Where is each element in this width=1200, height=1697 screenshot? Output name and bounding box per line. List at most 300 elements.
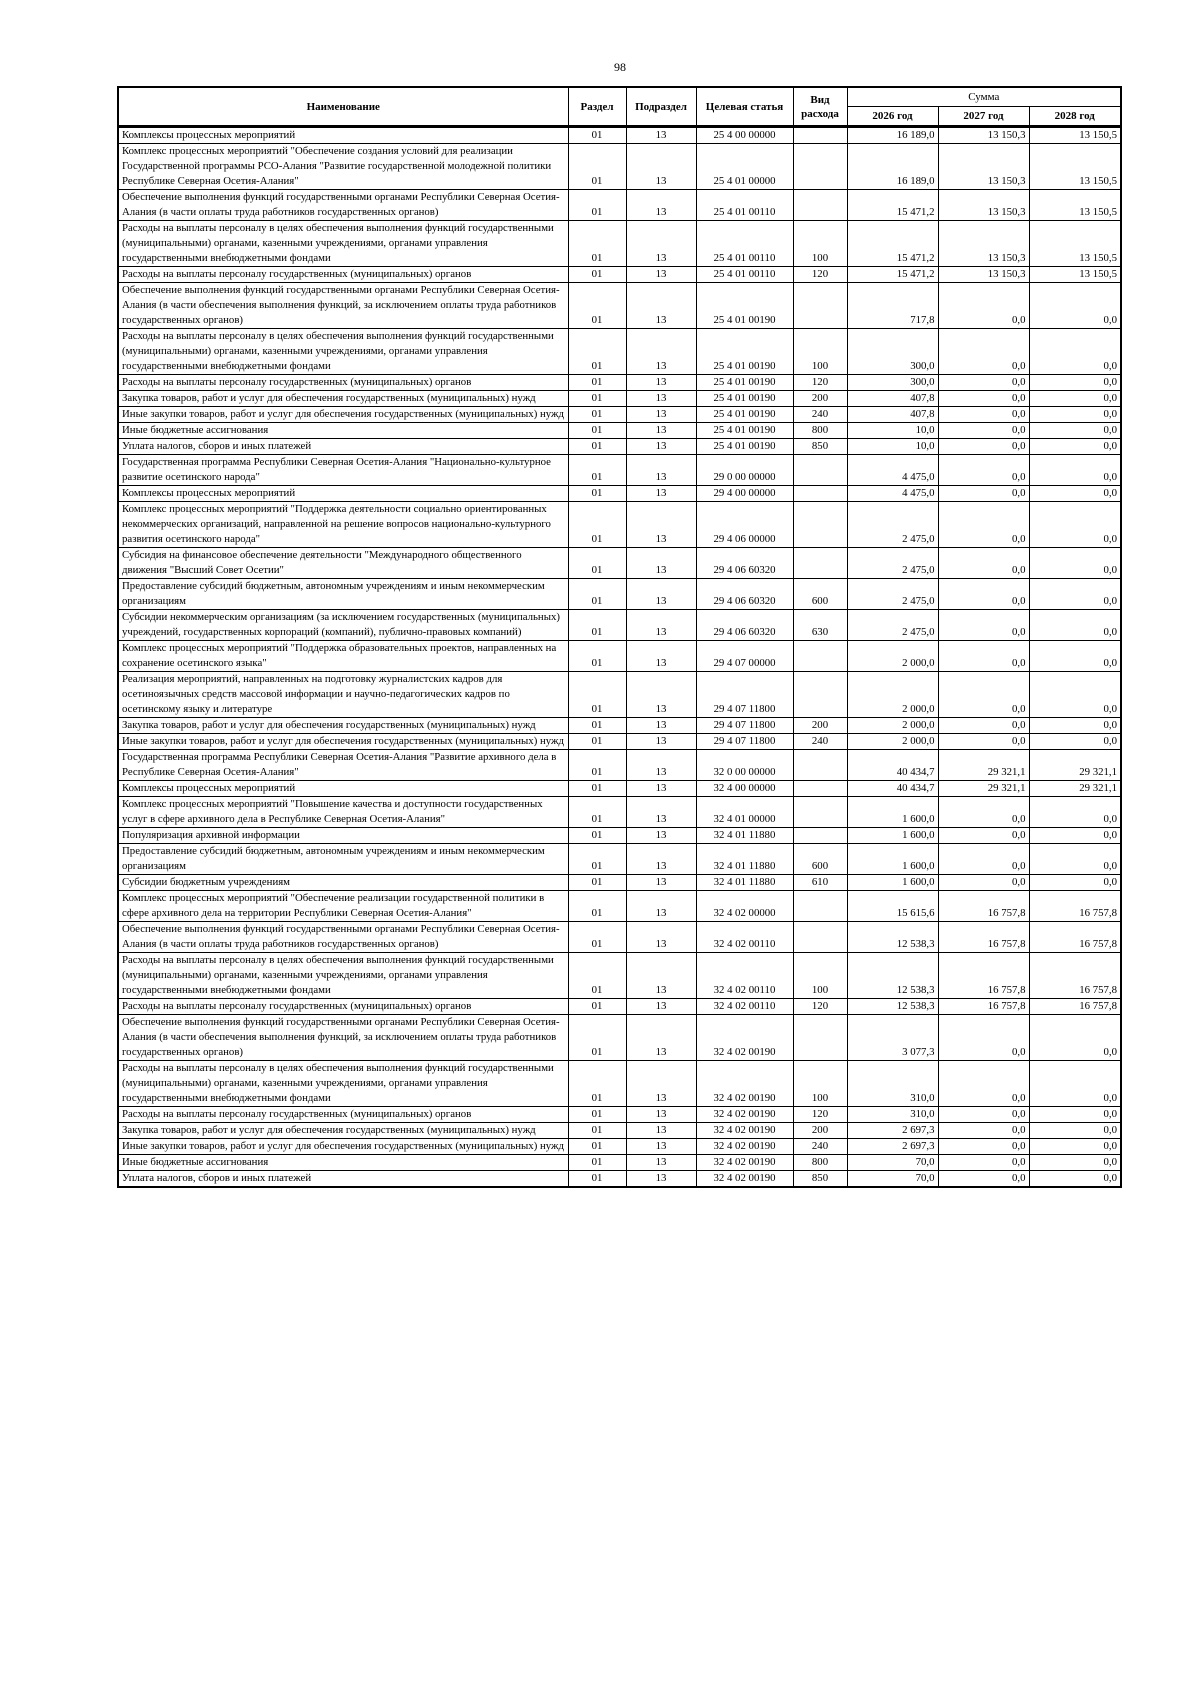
row-podrazdel: 13: [626, 1061, 696, 1107]
row-razdel: 01: [568, 1123, 626, 1139]
row-razdel: 01: [568, 999, 626, 1015]
row-sum-2028: 0,0: [1029, 610, 1121, 641]
row-vid-rashoda: 200: [793, 1123, 847, 1139]
row-podrazdel: 13: [626, 1123, 696, 1139]
row-name: Комплексы процессных мероприятий: [118, 127, 568, 144]
table-row: [118, 922, 1121, 953]
table-row: [118, 828, 1121, 844]
row-podrazdel: 13: [626, 891, 696, 922]
table-row: [118, 1123, 1121, 1139]
row-celevaya-statya: 25 4 01 00110: [696, 221, 793, 267]
row-sum-2028: 13 150,5: [1029, 127, 1121, 144]
row-sum-2027: 0,0: [938, 1107, 1029, 1123]
row-vid-rashoda: 610: [793, 875, 847, 891]
row-sum-2026: 1 600,0: [847, 797, 938, 828]
row-celevaya-statya: 32 4 02 00190: [696, 1155, 793, 1171]
table-row: [118, 283, 1121, 329]
row-sum-2026: 2 000,0: [847, 718, 938, 734]
row-name: Популяризация архивной информации: [118, 828, 568, 844]
row-vid-rashoda: 200: [793, 391, 847, 407]
row-sum-2027: 0,0: [938, 391, 1029, 407]
row-sum-2027: 13 150,3: [938, 190, 1029, 221]
row-podrazdel: 13: [626, 502, 696, 548]
row-name: Комплекс процессных мероприятий "Поддержка деятельности социально ориентированных некоммерческих организаций, направленной на решение вопросов национально-культурного развития осетинского народа": [118, 502, 568, 548]
row-celevaya-statya: 25 4 01 00190: [696, 407, 793, 423]
row-sum-2027: 0,0: [938, 797, 1029, 828]
table-row: [118, 221, 1121, 267]
row-sum-2028: 13 150,5: [1029, 144, 1121, 190]
row-sum-2026: 15 471,2: [847, 267, 938, 283]
row-podrazdel: 13: [626, 1155, 696, 1171]
row-razdel: 01: [568, 455, 626, 486]
row-podrazdel: 13: [626, 1015, 696, 1061]
row-name: Закупка товаров, работ и услуг для обеспечения государственных (муниципальных) нужд: [118, 1123, 568, 1139]
row-sum-2026: 4 475,0: [847, 455, 938, 486]
row-celevaya-statya: 32 4 02 00190: [696, 1171, 793, 1188]
table-row: [118, 641, 1121, 672]
row-celevaya-statya: 29 4 00 00000: [696, 486, 793, 502]
row-celevaya-statya: 25 4 01 00190: [696, 391, 793, 407]
row-sum-2028: 0,0: [1029, 391, 1121, 407]
row-celevaya-statya: 25 4 01 00110: [696, 190, 793, 221]
row-sum-2028: 0,0: [1029, 797, 1121, 828]
row-podrazdel: 13: [626, 922, 696, 953]
table-row: [118, 1155, 1121, 1171]
row-sum-2026: 2 000,0: [847, 641, 938, 672]
row-sum-2028: 0,0: [1029, 455, 1121, 486]
budget-table: [117, 86, 1122, 1188]
row-podrazdel: 13: [626, 283, 696, 329]
row-sum-2027: 0,0: [938, 375, 1029, 391]
row-name: Комплекс процессных мероприятий "Повышение качества и доступности государственных услуг в сфере архивного дела в Республике Северная Осетия-Алания": [118, 797, 568, 828]
row-sum-2028: 29 321,1: [1029, 750, 1121, 781]
row-razdel: 01: [568, 144, 626, 190]
row-name: Расходы на выплаты персоналу в целях обеспечения выполнения функций государственными (муниципальными) органами, казенными учреждениями, органами управления государственными внебюджетными фондами: [118, 953, 568, 999]
row-celevaya-statya: 25 4 01 00190: [696, 439, 793, 455]
row-podrazdel: 13: [626, 391, 696, 407]
row-celevaya-statya: 25 4 00 00000: [696, 127, 793, 144]
row-razdel: 01: [568, 375, 626, 391]
row-sum-2027: 29 321,1: [938, 781, 1029, 797]
table-row: [118, 797, 1121, 828]
row-vid-rashoda: 120: [793, 999, 847, 1015]
row-sum-2027: 16 757,8: [938, 891, 1029, 922]
row-celevaya-statya: 29 4 06 00000: [696, 502, 793, 548]
row-sum-2027: 13 150,3: [938, 127, 1029, 144]
table-row: [118, 375, 1121, 391]
row-sum-2027: 0,0: [938, 718, 1029, 734]
row-celevaya-statya: 32 4 01 11880: [696, 875, 793, 891]
row-sum-2027: 0,0: [938, 439, 1029, 455]
row-podrazdel: 13: [626, 953, 696, 999]
row-sum-2027: 0,0: [938, 875, 1029, 891]
row-sum-2027: 0,0: [938, 407, 1029, 423]
row-sum-2026: 717,8: [847, 283, 938, 329]
table-row: [118, 610, 1121, 641]
row-sum-2026: 40 434,7: [847, 781, 938, 797]
row-sum-2028: 0,0: [1029, 1123, 1121, 1139]
row-sum-2026: 3 077,3: [847, 1015, 938, 1061]
row-vid-rashoda: 600: [793, 844, 847, 875]
row-name: Комплекс процессных мероприятий "Обеспечение реализации государственной политики в сфере архивного дела на территории Республики Северная Осетия-Алания": [118, 891, 568, 922]
row-sum-2028: 16 757,8: [1029, 891, 1121, 922]
row-sum-2026: 1 600,0: [847, 844, 938, 875]
row-razdel: 01: [568, 1139, 626, 1155]
row-razdel: 01: [568, 439, 626, 455]
row-razdel: 01: [568, 1061, 626, 1107]
row-sum-2027: 16 757,8: [938, 999, 1029, 1015]
table-row: [118, 734, 1121, 750]
table-row: [118, 1171, 1121, 1188]
row-sum-2027: 0,0: [938, 844, 1029, 875]
row-sum-2028: 0,0: [1029, 1061, 1121, 1107]
row-sum-2027: 0,0: [938, 579, 1029, 610]
row-sum-2026: 40 434,7: [847, 750, 938, 781]
row-celevaya-statya: 25 4 01 00190: [696, 375, 793, 391]
row-podrazdel: 13: [626, 1171, 696, 1188]
row-podrazdel: 13: [626, 999, 696, 1015]
header-podrazdel: Подраздел: [626, 87, 696, 127]
row-podrazdel: 13: [626, 797, 696, 828]
row-sum-2026: 2 697,3: [847, 1123, 938, 1139]
row-celevaya-statya: 29 4 06 60320: [696, 548, 793, 579]
header-razdel: Раздел: [568, 87, 626, 127]
row-vid-rashoda: 100: [793, 221, 847, 267]
row-celevaya-statya: 29 0 00 00000: [696, 455, 793, 486]
row-razdel: 01: [568, 641, 626, 672]
row-sum-2026: 1 600,0: [847, 828, 938, 844]
row-sum-2028: 16 757,8: [1029, 922, 1121, 953]
row-name: Комплекс процессных мероприятий "Обеспечение создания условий для реализации Государственной программы РСО-Алания "Развитие государственной молодежной политики Республике Северная Осетия-Алания": [118, 144, 568, 190]
row-razdel: 01: [568, 267, 626, 283]
table-row: [118, 999, 1121, 1015]
row-name: Комплекс процессных мероприятий "Поддержка образовательных проектов, направленных на сохранение осетинского языка": [118, 641, 568, 672]
row-name: Закупка товаров, работ и услуг для обеспечения государственных (муниципальных) нужд: [118, 718, 568, 734]
row-podrazdel: 13: [626, 781, 696, 797]
row-celevaya-statya: 25 4 01 00190: [696, 283, 793, 329]
row-sum-2027: 0,0: [938, 283, 1029, 329]
row-razdel: 01: [568, 781, 626, 797]
row-razdel: 01: [568, 579, 626, 610]
row-name: Предоставление субсидий бюджетным, автономным учреждениям и иным некоммерческим организациям: [118, 579, 568, 610]
row-name: Закупка товаров, работ и услуг для обеспечения государственных (муниципальных) нужд: [118, 391, 568, 407]
row-podrazdel: 13: [626, 875, 696, 891]
row-sum-2028: 0,0: [1029, 1171, 1121, 1188]
header-year-2028: 2028 год: [1029, 107, 1121, 127]
row-celevaya-statya: 32 4 02 00190: [696, 1015, 793, 1061]
row-vid-rashoda: 600: [793, 579, 847, 610]
row-podrazdel: 13: [626, 734, 696, 750]
row-razdel: 01: [568, 891, 626, 922]
row-celevaya-statya: 32 4 02 00190: [696, 1107, 793, 1123]
row-sum-2028: 0,0: [1029, 548, 1121, 579]
row-sum-2026: 70,0: [847, 1171, 938, 1188]
row-sum-2026: 300,0: [847, 329, 938, 375]
row-sum-2028: 0,0: [1029, 283, 1121, 329]
row-vid-rashoda: [793, 283, 847, 329]
row-celevaya-statya: 25 4 01 00190: [696, 329, 793, 375]
row-sum-2028: 0,0: [1029, 486, 1121, 502]
row-sum-2026: 2 475,0: [847, 502, 938, 548]
row-razdel: 01: [568, 486, 626, 502]
row-vid-rashoda: 800: [793, 423, 847, 439]
row-sum-2026: 12 538,3: [847, 999, 938, 1015]
table-row: [118, 407, 1121, 423]
row-name: Иные бюджетные ассигнования: [118, 1155, 568, 1171]
row-sum-2027: 0,0: [938, 1061, 1029, 1107]
row-name: Субсидии бюджетным учреждениям: [118, 875, 568, 891]
row-celevaya-statya: 32 4 02 00190: [696, 1061, 793, 1107]
row-vid-rashoda: 630: [793, 610, 847, 641]
row-celevaya-statya: 32 4 02 00190: [696, 1139, 793, 1155]
row-razdel: 01: [568, 828, 626, 844]
table-row: [118, 329, 1121, 375]
header-name: Наименование: [118, 87, 568, 127]
row-sum-2028: 0,0: [1029, 875, 1121, 891]
row-sum-2028: 0,0: [1029, 1015, 1121, 1061]
row-sum-2028: 13 150,5: [1029, 221, 1121, 267]
row-vid-rashoda: 100: [793, 953, 847, 999]
table-header: [118, 87, 1121, 127]
row-podrazdel: 13: [626, 407, 696, 423]
header-vid-rashoda: Вид расхода: [793, 87, 847, 127]
row-celevaya-statya: 29 4 07 11800: [696, 718, 793, 734]
row-sum-2026: 407,8: [847, 391, 938, 407]
row-vid-rashoda: [793, 144, 847, 190]
row-celevaya-statya: 29 4 07 11800: [696, 672, 793, 718]
row-sum-2026: 10,0: [847, 439, 938, 455]
row-name: Расходы на выплаты персоналу государственных (муниципальных) органов: [118, 267, 568, 283]
table-row: [118, 1139, 1121, 1155]
row-name: Субсидия на финансовое обеспечение деятельности "Международного общественного движения "Высший Совет Осетии": [118, 548, 568, 579]
row-razdel: 01: [568, 283, 626, 329]
row-celevaya-statya: 32 4 02 00190: [696, 1123, 793, 1139]
row-razdel: 01: [568, 672, 626, 718]
row-podrazdel: 13: [626, 610, 696, 641]
table-row: [118, 267, 1121, 283]
row-podrazdel: 13: [626, 844, 696, 875]
row-sum-2028: 0,0: [1029, 502, 1121, 548]
row-sum-2026: 12 538,3: [847, 922, 938, 953]
row-vid-rashoda: [793, 828, 847, 844]
row-razdel: 01: [568, 1015, 626, 1061]
row-sum-2028: 13 150,5: [1029, 190, 1121, 221]
row-celevaya-statya: 25 4 01 00000: [696, 144, 793, 190]
table-row: [118, 781, 1121, 797]
row-name: Расходы на выплаты персоналу государственных (муниципальных) органов: [118, 375, 568, 391]
row-podrazdel: 13: [626, 423, 696, 439]
row-vid-rashoda: 850: [793, 439, 847, 455]
table-row: [118, 502, 1121, 548]
row-vid-rashoda: [793, 922, 847, 953]
row-sum-2027: 0,0: [938, 329, 1029, 375]
row-celevaya-statya: 32 4 01 11880: [696, 844, 793, 875]
row-sum-2027: 13 150,3: [938, 221, 1029, 267]
table-row: [118, 844, 1121, 875]
row-sum-2026: 16 189,0: [847, 127, 938, 144]
row-name: Иные закупки товаров, работ и услуг для обеспечения государственных (муниципальных) нужд: [118, 1139, 568, 1155]
row-sum-2027: 0,0: [938, 734, 1029, 750]
row-sum-2027: 0,0: [938, 455, 1029, 486]
row-celevaya-statya: 32 4 00 00000: [696, 781, 793, 797]
row-name: Комплексы процессных мероприятий: [118, 486, 568, 502]
row-vid-rashoda: 100: [793, 1061, 847, 1107]
row-celevaya-statya: 29 4 07 11800: [696, 734, 793, 750]
table-row: [118, 718, 1121, 734]
table-row: [118, 391, 1121, 407]
row-sum-2028: 0,0: [1029, 375, 1121, 391]
row-sum-2026: 15 615,6: [847, 891, 938, 922]
row-vid-rashoda: [793, 1015, 847, 1061]
table-row: [118, 891, 1121, 922]
row-name: Государственная программа Республики Северная Осетия-Алания "Развитие архивного дела в Республике Северная Осетия-Алания": [118, 750, 568, 781]
page-number: 98: [614, 60, 626, 74]
row-name: Иные закупки товаров, работ и услуг для обеспечения государственных (муниципальных) нужд: [118, 407, 568, 423]
row-podrazdel: 13: [626, 828, 696, 844]
row-celevaya-statya: 32 4 01 11880: [696, 828, 793, 844]
row-sum-2027: 16 757,8: [938, 953, 1029, 999]
row-name: Обеспечение выполнения функций государственными органами Республики Северная Осетия-Алания (в части оплаты труда работников государственных органов): [118, 922, 568, 953]
row-celevaya-statya: 32 4 02 00110: [696, 953, 793, 999]
row-name: Субсидии некоммерческим организациям (за исключением государственных (муниципальных) учреждений, государственных корпораций (компаний), публично-правовых компаний): [118, 610, 568, 641]
table-row: [118, 423, 1121, 439]
row-sum-2027: 0,0: [938, 672, 1029, 718]
row-sum-2026: 10,0: [847, 423, 938, 439]
row-vid-rashoda: 800: [793, 1155, 847, 1171]
table-row: [118, 190, 1121, 221]
header-summa: Сумма: [847, 87, 1121, 107]
row-name: Расходы на выплаты персоналу в целях обеспечения выполнения функций государственными (муниципальными) органами, казенными учреждениями, органами управления государственными внебюджетными фондами: [118, 1061, 568, 1107]
row-sum-2028: 0,0: [1029, 828, 1121, 844]
row-sum-2028: 0,0: [1029, 423, 1121, 439]
table-row: [118, 486, 1121, 502]
row-celevaya-statya: 32 4 02 00110: [696, 922, 793, 953]
header-year-2026: 2026 год: [847, 107, 938, 127]
row-razdel: 01: [568, 548, 626, 579]
row-sum-2026: 310,0: [847, 1061, 938, 1107]
row-sum-2026: 4 475,0: [847, 486, 938, 502]
row-name: Обеспечение выполнения функций государственными органами Республики Северная Осетия-Алания (в части обеспечения выполнения функций, за исключением оплаты труда работников государственных органов): [118, 1015, 568, 1061]
row-sum-2028: 0,0: [1029, 1155, 1121, 1171]
row-razdel: 01: [568, 1155, 626, 1171]
row-sum-2027: 0,0: [938, 486, 1029, 502]
row-vid-rashoda: 200: [793, 718, 847, 734]
row-sum-2028: 0,0: [1029, 641, 1121, 672]
row-sum-2028: 0,0: [1029, 1139, 1121, 1155]
row-sum-2026: 2 475,0: [847, 579, 938, 610]
row-podrazdel: 13: [626, 718, 696, 734]
row-sum-2028: 16 757,8: [1029, 953, 1121, 999]
row-vid-rashoda: 120: [793, 375, 847, 391]
row-podrazdel: 13: [626, 375, 696, 391]
table-row: [118, 672, 1121, 718]
row-vid-rashoda: 240: [793, 407, 847, 423]
row-podrazdel: 13: [626, 486, 696, 502]
row-sum-2027: 0,0: [938, 641, 1029, 672]
row-sum-2026: 2 475,0: [847, 548, 938, 579]
row-celevaya-statya: 29 4 07 00000: [696, 641, 793, 672]
row-razdel: 01: [568, 610, 626, 641]
row-razdel: 01: [568, 423, 626, 439]
row-razdel: 01: [568, 797, 626, 828]
row-razdel: 01: [568, 844, 626, 875]
row-vid-rashoda: [793, 502, 847, 548]
row-vid-rashoda: 240: [793, 1139, 847, 1155]
table-row: [118, 953, 1121, 999]
table-row: [118, 455, 1121, 486]
row-celevaya-statya: 32 4 01 00000: [696, 797, 793, 828]
row-sum-2026: 1 600,0: [847, 875, 938, 891]
row-sum-2027: 0,0: [938, 1139, 1029, 1155]
row-sum-2026: 70,0: [847, 1155, 938, 1171]
row-sum-2027: 13 150,3: [938, 267, 1029, 283]
row-razdel: 01: [568, 922, 626, 953]
row-name: Предоставление субсидий бюджетным, автономным учреждениям и иным некоммерческим организациям: [118, 844, 568, 875]
row-sum-2026: 300,0: [847, 375, 938, 391]
row-sum-2026: 15 471,2: [847, 190, 938, 221]
row-vid-rashoda: 120: [793, 267, 847, 283]
row-podrazdel: 13: [626, 641, 696, 672]
row-sum-2028: 0,0: [1029, 407, 1121, 423]
row-vid-rashoda: 850: [793, 1171, 847, 1188]
row-razdel: 01: [568, 875, 626, 891]
row-razdel: 01: [568, 1107, 626, 1123]
row-sum-2026: 310,0: [847, 1107, 938, 1123]
row-vid-rashoda: 120: [793, 1107, 847, 1123]
row-podrazdel: 13: [626, 144, 696, 190]
table-row: [118, 750, 1121, 781]
row-sum-2026: 15 471,2: [847, 221, 938, 267]
row-name: Расходы на выплаты персоналу государственных (муниципальных) органов: [118, 1107, 568, 1123]
table-row: [118, 439, 1121, 455]
row-celevaya-statya: 29 4 06 60320: [696, 610, 793, 641]
row-sum-2026: 12 538,3: [847, 953, 938, 999]
row-name: Расходы на выплаты персоналу государственных (муниципальных) органов: [118, 999, 568, 1015]
row-podrazdel: 13: [626, 329, 696, 375]
row-sum-2028: 0,0: [1029, 672, 1121, 718]
row-vid-rashoda: [793, 672, 847, 718]
table-row: [118, 1061, 1121, 1107]
row-sum-2027: 13 150,3: [938, 144, 1029, 190]
row-podrazdel: 13: [626, 1107, 696, 1123]
row-podrazdel: 13: [626, 267, 696, 283]
row-razdel: 01: [568, 734, 626, 750]
row-podrazdel: 13: [626, 221, 696, 267]
row-sum-2026: 16 189,0: [847, 144, 938, 190]
row-podrazdel: 13: [626, 127, 696, 144]
row-celevaya-statya: 29 4 06 60320: [696, 579, 793, 610]
row-vid-rashoda: [793, 127, 847, 144]
row-sum-2027: 0,0: [938, 828, 1029, 844]
row-sum-2027: 29 321,1: [938, 750, 1029, 781]
row-vid-rashoda: [793, 190, 847, 221]
row-sum-2028: 0,0: [1029, 1107, 1121, 1123]
row-sum-2028: 0,0: [1029, 579, 1121, 610]
row-sum-2027: 0,0: [938, 1123, 1029, 1139]
row-sum-2028: 16 757,8: [1029, 999, 1121, 1015]
row-name: Иные закупки товаров, работ и услуг для обеспечения государственных (муниципальных) нужд: [118, 734, 568, 750]
row-name: Государственная программа Республики Северная Осетия-Алания "Национально-культурное развитие осетинского народа": [118, 455, 568, 486]
row-name: Уплата налогов, сборов и иных платежей: [118, 1171, 568, 1188]
row-sum-2028: 29 321,1: [1029, 781, 1121, 797]
header-year-2027: 2027 год: [938, 107, 1029, 127]
row-sum-2027: 0,0: [938, 1015, 1029, 1061]
row-razdel: 01: [568, 329, 626, 375]
row-name: Реализация мероприятий, направленных на подготовку журналистских кадров для осетиноязычных средств массовой информации и научно-педагогических кадров по осетинскому языку и литературе: [118, 672, 568, 718]
row-podrazdel: 13: [626, 1139, 696, 1155]
row-razdel: 01: [568, 750, 626, 781]
row-vid-rashoda: [793, 750, 847, 781]
